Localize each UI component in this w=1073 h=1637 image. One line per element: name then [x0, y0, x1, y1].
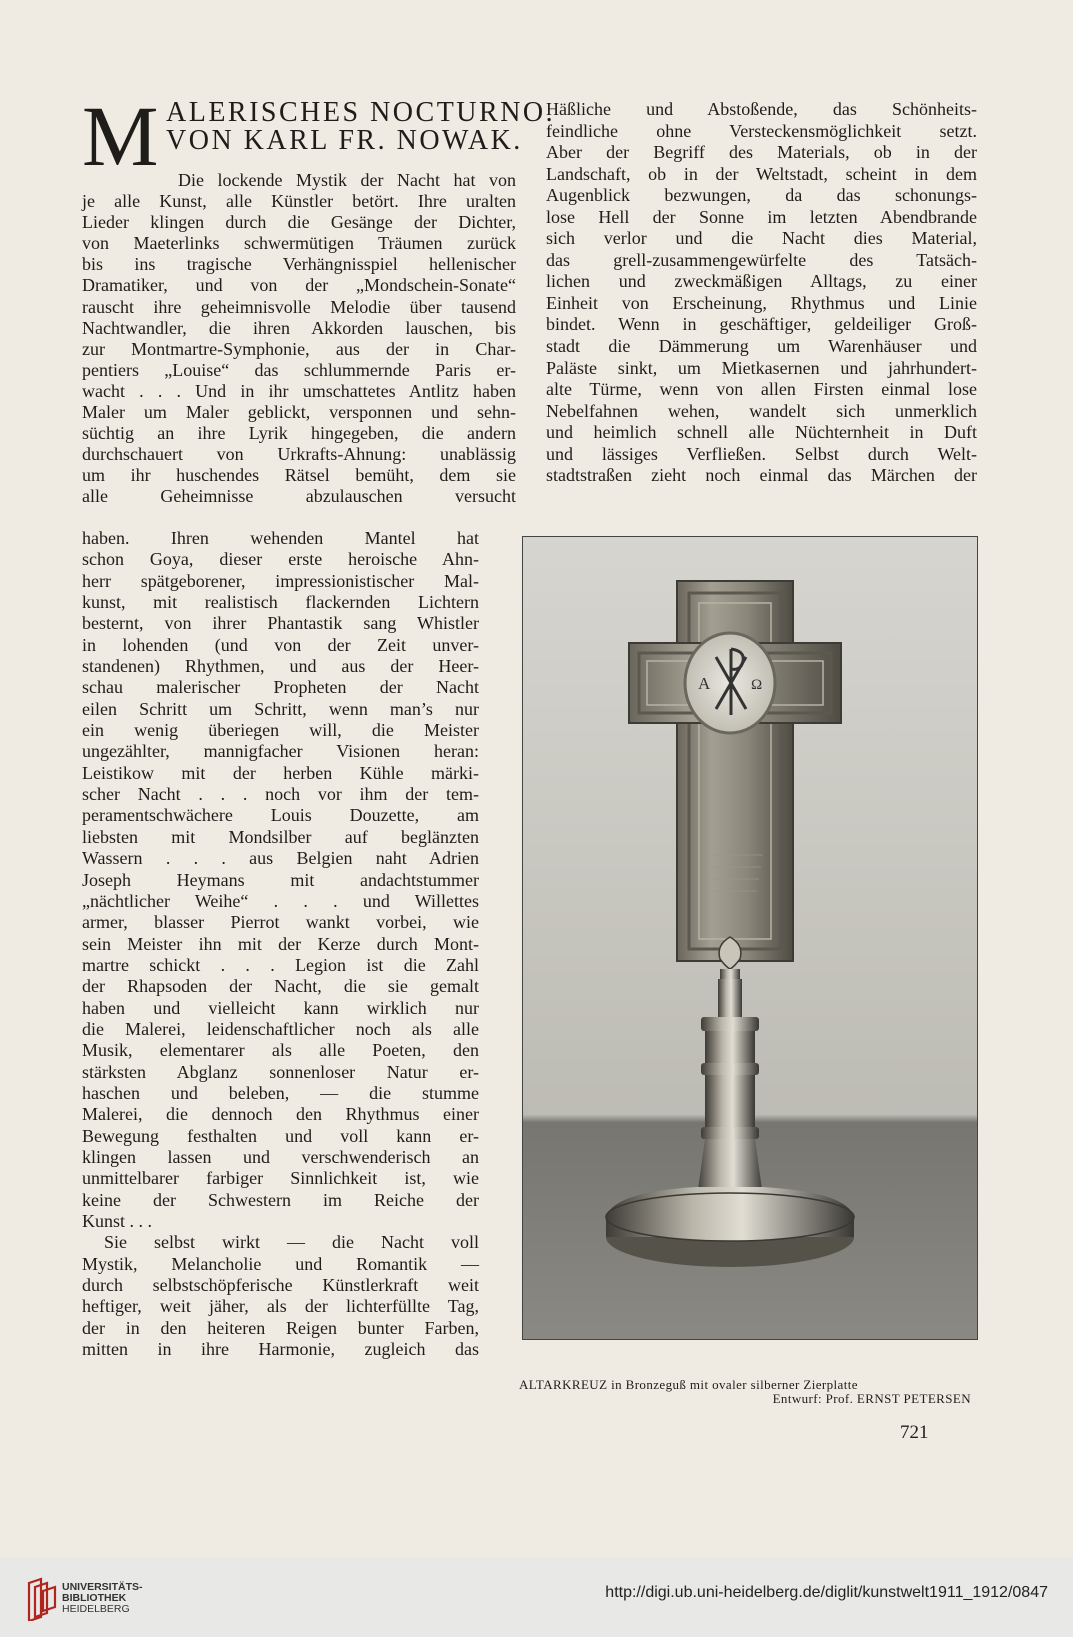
text-line: alle Geheimnisse abzulauschen versucht: [82, 486, 516, 507]
text-line: Dramatiker, und von der „Mondschein-Sonate“: [82, 275, 516, 296]
caption-description: ALTARKREUZ in Bronzeguß mit ovaler silberner Zierplatte: [519, 1377, 858, 1392]
text-line: der in den heiteren Reigen bunter Farben,: [82, 1317, 479, 1338]
text-line: wacht . . . Und in ihr umschattetes Antlitz haben: [82, 380, 516, 401]
text-line: peramentschwächere Louis Douzette, am: [82, 805, 479, 826]
drop-cap-initial: M: [82, 88, 159, 184]
text-line: bis ins tragische Verhängnisspiel hellenischer: [82, 254, 516, 275]
text-line: Mystik, Melancholie und Romantik —: [82, 1253, 479, 1274]
article-author: VON KARL FR. NOWAK.: [166, 125, 523, 156]
text-line: von Maeterlinks schwermütigen Träumen zurück: [82, 233, 516, 254]
source-url-link[interactable]: http://digi.ub.uni-heidelberg.de/diglit/kunstwelt1911_1912/0847: [605, 1584, 1048, 1601]
university-library-logo-icon: [25, 1577, 61, 1621]
text-line: durchschauert von Urkrafts-Ahnung: unablässig: [82, 444, 516, 465]
text-line: „nächtlicher Weihe“ . . . und Willettes: [82, 890, 479, 911]
text-line: kunst, mit realistisch flackernden Lichtern: [82, 592, 479, 613]
text-line: haschen und beleben, — die stumme: [82, 1082, 479, 1103]
text-line: die Malerei, leidenschaftlicher noch als alle: [82, 1018, 479, 1039]
text-line: liebsten mit Mondsilber auf beglänzten: [82, 826, 479, 847]
text-line: schau malerischer Propheten der Nacht: [82, 677, 479, 698]
text-line: das grell-zusammengewürfelte des Tatsäch-: [546, 249, 977, 270]
omega-letter: Ω: [751, 677, 763, 693]
text-line: Die lockende Mystik der Nacht hat von: [178, 170, 516, 190]
text-line: armer, blasser Pierrot wankt vorbei, wie: [82, 912, 479, 933]
text-line: mitten in ihre Harmonie, zugleich das: [82, 1339, 479, 1360]
text-line: haben. Ihren wehenden Mantel hat: [82, 528, 479, 548]
text-line: besternt, von ihrer Phantastik sang Whistler: [82, 613, 479, 634]
text-line: durch selbstschöpferische Künstlerkraft weit: [82, 1275, 479, 1296]
text-line: Leistikow mit der herben Kühle märki-: [82, 762, 479, 783]
text-line: in lohenden (und von der Zeit unver-: [82, 634, 479, 655]
text-line: feindliche ohne Versteckensmöglichkeit setzt.: [546, 120, 977, 141]
text-line: eilen Schritt um Schritt, wenn man’s nur: [82, 698, 479, 719]
library-name: [62, 1582, 143, 1615]
figure-caption: [519, 1378, 977, 1406]
text-line: lose Hell der Sonne im letzten Abendbrande: [546, 206, 977, 227]
text-line: alte Türme, wenn von allen Firsten einmal lose: [546, 379, 977, 400]
page-number: 721: [900, 1422, 929, 1443]
text-line: Lieder klingen durch die Gesänge der Dichter,: [82, 212, 516, 233]
text-line: bindet. Wenn in geschäftiger, geldeiliger Groß-: [546, 314, 977, 335]
text-line: rauscht ihre geheimnisvolle Melodie über tausend: [82, 296, 516, 317]
text-line: Wassern . . . aus Belgien naht Adrien: [82, 848, 479, 869]
text-line: scher Nacht . . . noch vor ihm der tem-: [82, 784, 479, 805]
text-line: Nachtwandler, die ihren Akkorden lauschen, bis: [82, 317, 516, 338]
text-line: Augenblick bezwungen, da das schonungs-: [546, 185, 977, 206]
library-line-2: BIBLIOTHEK: [62, 1592, 127, 1604]
text-line: sich verlor und die Nacht dies Material,: [546, 228, 977, 249]
text-line: Landschaft, ob in der Weltstadt, scheint in dem: [546, 163, 977, 184]
text-line: der Rhapsoden der Nacht, die sie gemalt: [82, 976, 479, 997]
article-title: ALERISCHES NOCTURNO.: [166, 97, 556, 128]
text-line: martre schickt . . . Legion ist die Zahl: [82, 954, 479, 975]
text-line: sein Meister ihn mit der Kerze durch Mont-: [82, 933, 479, 954]
text-line: lichen und zweckmäßigen Alltags, zu einer: [546, 271, 977, 292]
text-line: Paläste sinkt, um Mietkasernen und jahrhundert-: [546, 357, 977, 378]
text-line: standenen) Rhythmen, und aus der Heer-: [82, 656, 479, 677]
text-line: Joseph Heymans mit andachtstummer: [82, 869, 479, 890]
text-line: um ihr huschendes Rätsel bemüht, dem sie: [82, 465, 516, 486]
text-line: stadtstraßen zieht noch einmal das Märchen der: [546, 465, 977, 486]
text-line: stadt die Dämmerung um Warenhäuser und: [546, 336, 977, 357]
text-line: ein wenig überiegen will, die Meister: [82, 720, 479, 741]
text-line: Maler um Maler geblickt, versponnen und sehn-: [82, 402, 516, 423]
alpha-letter: A: [698, 674, 711, 693]
text-line: und heimlich schnell alle Nüchternheit in Duft: [546, 422, 977, 443]
text-line: Nebelfahnen wehen, wandelt sich unmerklich: [546, 400, 977, 421]
text-line: stärksten Abglanz sonnenloser Natur er-: [82, 1061, 479, 1082]
altar-cross-illustration: [523, 537, 977, 1339]
text-line: Bewegung festhalten und voll kann er-: [82, 1125, 479, 1146]
library-line-1: UNIVERSITÄTS-: [62, 1581, 143, 1593]
text-line: süchtig an ihre Lyrik hingegeben, die andern: [82, 423, 516, 444]
library-line-3: HEIDELBERG: [62, 1603, 130, 1615]
text-line: herr spätgeborener, impressionistischer Mal-: [82, 570, 479, 591]
text-line: pentiers „Louise“ das schlummernde Paris er-: [82, 359, 516, 380]
text-line: unmittelbarer farbiger Sinnlichkeit ist, wie: [82, 1168, 479, 1189]
text-line: klingen lassen und verschwenderisch an: [82, 1146, 479, 1167]
text-line: Musik, elementarer als alle Poeten, den: [82, 1040, 479, 1061]
text-line: Kunst . . .: [82, 1211, 153, 1231]
left-column-top-text: [82, 170, 516, 508]
text-line: Sie selbst wirkt — die Nacht voll: [104, 1232, 479, 1253]
text-line: und lässiges Verfließen. Selbst durch Welt-: [546, 443, 977, 464]
text-line: Häßliche und Abstoßende, das Schönheits-: [546, 99, 977, 119]
text-line: Malerei, die dennoch den Rhythmus einer: [82, 1104, 479, 1125]
right-column-text: [546, 99, 977, 487]
text-line: Aber der Begriff des Materials, ob in der: [546, 142, 977, 163]
text-line: ungezählter, mannigfacher Visionen heran:: [82, 741, 479, 762]
library-footer: [0, 1558, 1073, 1637]
text-line: keine der Schwestern im Reiche der: [82, 1189, 479, 1210]
caption-designer: Entwurf: Prof. ERNST PETERSEN: [772, 1391, 971, 1406]
text-line: zur Montmartre-Symphonie, aus der in Char-: [82, 338, 516, 359]
text-line: Einheit von Erscheinung, Rhythmus und Linie: [546, 292, 977, 313]
left-column-narrow-text: [82, 528, 479, 1360]
text-line: haben und vielleicht kann wirklich nur: [82, 997, 479, 1018]
text-line: je alle Kunst, alle Künstler betört. Ihre uralten: [82, 191, 516, 212]
text-line: schon Goya, dieser erste heroische Ahn-: [82, 549, 479, 570]
altar-cross-photograph: [522, 536, 978, 1340]
text-line: heftiger, weit jäher, als der lichterfüllte Tag,: [82, 1296, 479, 1317]
